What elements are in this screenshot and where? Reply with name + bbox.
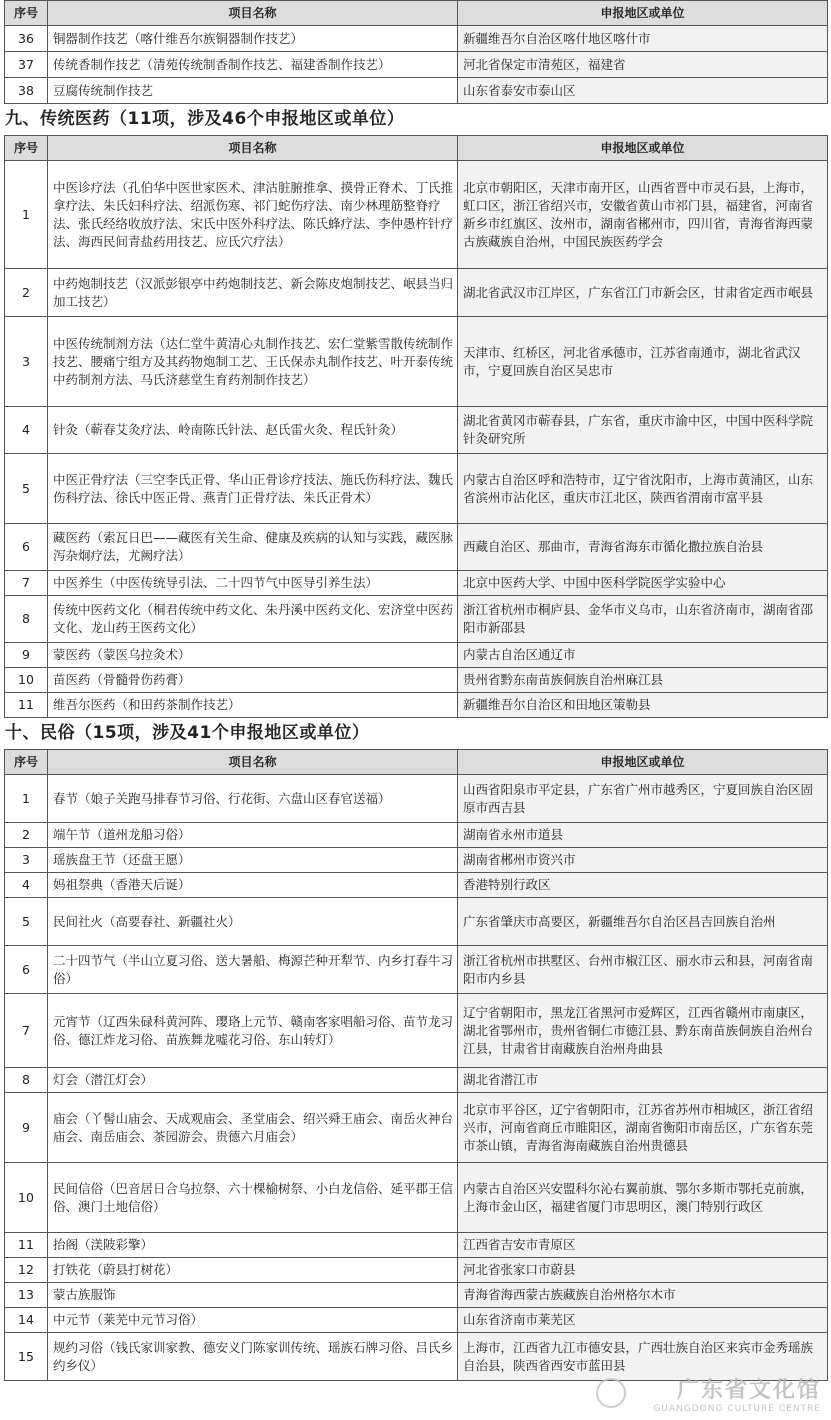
table-row [5,1308,828,1333]
row-name: 传统中医药文化（桐君传统中药文化、朱丹溪中医药文化、宏济堂中医药文化、龙山药王医药文化） [48,596,458,643]
header-no: 序号 [5,750,48,775]
header-name: 项目名称 [48,1,458,26]
table-row [5,1283,828,1308]
table-row [5,524,828,571]
row-no: 8 [5,1068,48,1093]
row-region: 湖北省武汉市江岸区，广东省江门市新会区，甘肃省定西市岷县 [458,269,828,317]
row-region: 新疆维吾尔自治区喀什地区喀什市 [458,26,828,52]
row-name: 民间信俗（巴音居日合乌拉祭、六十棵榆树祭、小白龙信俗、延平郡王信俗、澳门土地信俗） [48,1163,458,1233]
row-name: 中医养生（中医传统导引法、二十四节气中医导引养生法） [48,571,458,596]
row-region: 广东省肇庆市高要区，新疆维吾尔自治区昌吉回族自治州 [458,898,828,946]
watermark [653,1373,821,1414]
row-name: 妈祖祭典（香港天后诞） [48,873,458,898]
row-name: 铜器制作技艺（喀什维吾尔族铜器制作技艺） [48,26,458,52]
table-row [5,571,828,596]
row-region: 天津市、红桥区，河北省承德市，江苏省南通市，湖北省武汉市，宁夏回族自治区吴忠市 [458,317,828,407]
row-name: 维吾尔医药（和田药茶制作技艺） [48,693,458,718]
row-name: 抬阁（渼陂彩擎） [48,1233,458,1258]
row-region: 上海市，江西省九江市德安县，广西壮族自治区来宾市金秀瑶族自治县，陕西省西安市蓝田县 [458,1333,828,1381]
row-name: 蒙古族服饰 [48,1283,458,1308]
row-no: 38 [5,78,48,104]
row-region: 山东省济南市莱芜区 [458,1308,828,1333]
row-region: 浙江省杭州市拱墅区、台州市椒江区、丽水市云和县，河南省南阳市内乡县 [458,946,828,994]
table-row [5,596,828,643]
table-row [5,161,828,269]
row-name: 元宵节（辽西朱碌科黄河阵、璎珞上元节、赣南客家唱船习俗、苗节龙习俗、德江炸龙习俗、苗族舞龙嘘花习俗、东山转灯） [48,994,458,1068]
row-no: 7 [5,994,48,1068]
header-region: 申报地区或单位 [458,136,828,161]
row-no: 9 [5,1093,48,1163]
row-no: 6 [5,524,48,571]
table-row [5,823,828,848]
row-name: 中医传统制剂方法（达仁堂牛黄清心丸制作技艺、宏仁堂紫雪散传统制作技艺、腰痛宁组方及其药物炮制工艺、王氏保赤丸制作技艺、叶开泰传统中药制剂方法、马氏济慈堂生育药剂制作技艺） [48,317,458,407]
medicine-table [4,135,828,718]
table-row [5,775,828,823]
table-row [5,1093,828,1163]
row-no: 5 [5,898,48,946]
row-name: 二十四节气（半山立夏习俗、送大暑船、梅源芒种开犁节、内乡打春牛习俗） [48,946,458,994]
row-region: 青海省海西蒙古族藏族自治州格尔木市 [458,1283,828,1308]
table-row [5,693,828,718]
row-no: 2 [5,269,48,317]
header-region: 申报地区或单位 [458,1,828,26]
row-no: 12 [5,1258,48,1283]
row-no: 3 [5,848,48,873]
header-region: 申报地区或单位 [458,750,828,775]
row-no: 10 [5,1163,48,1233]
watermark-subtext: GUANGDONG CULTURE CENTRE [653,1404,821,1414]
row-no: 7 [5,571,48,596]
row-no: 4 [5,873,48,898]
row-region: 湖北省潜江市 [458,1068,828,1093]
table-row [5,1068,828,1093]
row-name: 庙会（丫髻山庙会、天成观庙会、圣堂庙会、绍兴舜王庙会、南岳火神台庙会、南岳庙会、茶园游会、贵德六月庙会） [48,1093,458,1163]
row-region: 内蒙古自治区通辽市 [458,643,828,668]
row-no: 5 [5,454,48,524]
row-no: 37 [5,52,48,78]
table-row [5,848,828,873]
row-region: 江西省吉安市青原区 [458,1233,828,1258]
table-row [5,454,828,524]
row-region: 河北省张家口市蔚县 [458,1258,828,1283]
row-region: 湖北省黄冈市蕲春县，广东省，重庆市渝中区，中国中医科学院针灸研究所 [458,407,828,454]
row-name: 春节（娘子关跑马排春节习俗、行花街、六盘山区春官送福） [48,775,458,823]
row-name: 中药炮制技艺（汉派彭银亭中药炮制技艺、新会陈皮炮制技艺、岷县当归加工技艺） [48,269,458,317]
section-title-medicine: 九、传统医药（11项，涉及46个申报地区或单位） [5,109,405,129]
row-name: 针灸（蕲春艾灸疗法、岭南陈氏针法、赵氏雷火灸、程氏针灸） [48,407,458,454]
table-header-row [5,750,828,775]
row-no: 1 [5,775,48,823]
header-no: 序号 [5,136,48,161]
header-no: 序号 [5,1,48,26]
row-name: 中医诊疗法（孔伯华中医世家医术、津沽脏腑推拿、摸骨正脊术、丁氏推拿疗法、朱氏妇科疗法、绍派伤寒、祁门蛇伤疗法、南少林理筋整脊疗法、张氏经络收放疗法、宋氏中医外科疗法、陈氏蜂疗法、李仲愚杵针疗法、海西民间青盐药用技艺、应氏穴疗法） [48,161,458,269]
row-no: 4 [5,407,48,454]
row-region: 北京中医药大学、中国中医科学院医学实验中心 [458,571,828,596]
row-name: 传统香制作技艺（清苑传统制香制作技艺、福建香制作技艺） [48,52,458,78]
row-region: 内蒙古自治区兴安盟科尔沁右翼前旗、鄂尔多斯市鄂托克前旗，上海市金山区，福建省厦门市思明区，澳门特别行政区 [458,1163,828,1233]
watermark-logo-icon [596,1378,626,1408]
row-no: 11 [5,693,48,718]
table-row [5,946,828,994]
row-region: 河北省保定市清苑区，福建省 [458,52,828,78]
row-no: 15 [5,1333,48,1381]
row-no: 9 [5,643,48,668]
row-region: 香港特别行政区 [458,873,828,898]
table-row [5,668,828,693]
row-name: 瑶族盘王节（还盘王愿） [48,848,458,873]
table-row [5,898,828,946]
row-name: 端午节（道州龙船习俗） [48,823,458,848]
table-row [5,994,828,1068]
table-row [5,26,828,52]
row-no: 36 [5,26,48,52]
row-region: 山西省阳泉市平定县，广东省广州市越秀区，宁夏回族自治区固原市西吉县 [458,775,828,823]
row-region: 西藏自治区、那曲市，青海省海东市循化撒拉族自治县 [458,524,828,571]
row-no: 6 [5,946,48,994]
table-row [5,317,828,407]
table-row [5,407,828,454]
row-region: 北京市朝阳区，天津市南开区，山西省晋中市灵石县，上海市，虹口区，浙江省绍兴市，安徽省黄山市祁门县，福建省，河南省新乡市红旗区、汝州市，湖南省郴州市，四川省，青海省海西蒙古族藏族自治州，中国民族医药学会 [458,161,828,269]
table-row [5,643,828,668]
header-name: 项目名称 [48,136,458,161]
row-region: 湖南省永州市道县 [458,823,828,848]
row-region: 湖南省郴州市资兴市 [458,848,828,873]
row-name: 规约习俗（钱氏家训家教、德安义门陈家训传统、瑶族石牌习俗、吕氏乡约乡仪） [48,1333,458,1381]
row-region: 浙江省杭州市桐庐县、金华市义乌市，山东省济南市，湖南省邵阳市新邵县 [458,596,828,643]
row-no: 14 [5,1308,48,1333]
table-row [5,873,828,898]
table-row [5,52,828,78]
folk-custom-table [4,749,828,1381]
row-no: 1 [5,161,48,269]
row-no: 3 [5,317,48,407]
row-no: 8 [5,596,48,643]
row-name: 中医正骨疗法（三空李氏正骨、华山正骨诊疗技法、施氏伤科疗法、魏氏伤科疗法、徐氏中医正骨、燕青门正骨疗法、朱氏正骨术） [48,454,458,524]
section-title-folk-custom: 十、民俗（15项，涉及41个申报地区或单位） [5,723,370,743]
row-region: 北京市平谷区，辽宁省朝阳市，江苏省苏州市相城区，浙江省绍兴市，河南省商丘市睢阳区，湖南省衡阳市南岳区，广东省东莞市茶山镇，青海省海南藏族自治州贵德县 [458,1093,828,1163]
row-name: 豆腐传统制作技艺 [48,78,458,104]
row-no: 2 [5,823,48,848]
table-row [5,1233,828,1258]
row-no: 11 [5,1233,48,1258]
row-no: 13 [5,1283,48,1308]
row-name: 蒙医药（蒙医乌拉灸术） [48,643,458,668]
craft-table [4,0,828,104]
row-name: 中元节（莱芜中元节习俗） [48,1308,458,1333]
table-row [5,1258,828,1283]
row-region: 山东省泰安市泰山区 [458,78,828,104]
header-name: 项目名称 [48,750,458,775]
row-name: 灯会（潜江灯会） [48,1068,458,1093]
table-header-row [5,136,828,161]
row-name: 藏医药（索瓦日巴——藏医有关生命、健康及疾病的认知与实践，藏医脉泻杂炯疗法，尤阙疗法） [48,524,458,571]
table-row [5,269,828,317]
row-no: 10 [5,668,48,693]
row-name: 苗医药（骨髓骨伤药膏） [48,668,458,693]
row-name: 打铁花（蔚县打树花） [48,1258,458,1283]
table-header-row [5,1,828,26]
row-region: 辽宁省朝阳市，黑龙江省黑河市爱辉区，江西省赣州市南康区，湖北省鄂州市，贵州省铜仁市德江县、黔东南苗族侗族自治州台江县，甘肃省甘南藏族自治州舟曲县 [458,994,828,1068]
table-row [5,78,828,104]
row-name: 民间社火（高要春社、新疆社火） [48,898,458,946]
watermark-text: 广东省文化馆 [676,1378,821,1403]
row-region: 新疆维吾尔自治区和田地区策勒县 [458,693,828,718]
row-region: 内蒙古自治区呼和浩特市，辽宁省沈阳市，上海市黄浦区，山东省滨州市沾化区，重庆市江北区，陕西省渭南市富平县 [458,454,828,524]
row-region: 贵州省黔东南苗族侗族自治州麻江县 [458,668,828,693]
table-row [5,1163,828,1233]
